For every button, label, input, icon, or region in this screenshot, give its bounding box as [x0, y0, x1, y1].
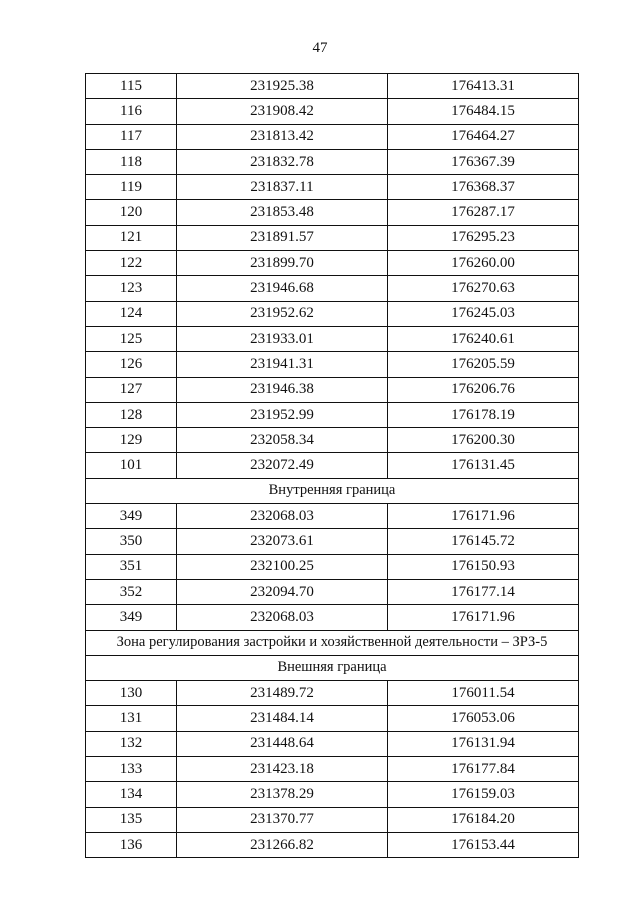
point-number-cell: 121 [86, 225, 177, 250]
table-row [86, 251, 579, 276]
point-number-cell: 132 [86, 731, 177, 756]
section-heading-row [86, 478, 579, 503]
y-coordinate-cell: 176184.20 [388, 807, 579, 832]
section-heading-row [86, 630, 579, 655]
y-coordinate-cell: 176464.27 [388, 124, 579, 149]
table-row [86, 504, 579, 529]
point-number-cell: 125 [86, 326, 177, 351]
y-coordinate-cell: 176011.54 [388, 681, 579, 706]
y-coordinate-cell: 176131.94 [388, 731, 579, 756]
y-coordinate-cell: 176053.06 [388, 706, 579, 731]
page-number: 47 [312, 40, 328, 56]
point-number-cell: 352 [86, 579, 177, 604]
x-coordinate-cell: 231489.72 [177, 681, 388, 706]
point-number-cell: 118 [86, 149, 177, 174]
table-row [86, 326, 579, 351]
y-coordinate-cell: 176484.15 [388, 99, 579, 124]
point-number-cell: 131 [86, 706, 177, 731]
point-number-cell: 351 [86, 554, 177, 579]
x-coordinate-cell: 231952.99 [177, 402, 388, 427]
x-coordinate-cell: 231370.77 [177, 807, 388, 832]
x-coordinate-cell: 231952.62 [177, 301, 388, 326]
point-number-cell: 123 [86, 276, 177, 301]
table-row [86, 807, 579, 832]
y-coordinate-cell: 176131.45 [388, 453, 579, 478]
table-row [86, 276, 579, 301]
coordinates-table-body [86, 74, 579, 858]
x-coordinate-cell: 231891.57 [177, 225, 388, 250]
table-row [86, 706, 579, 731]
section-heading: Внешняя граница [86, 655, 579, 680]
table-row [86, 605, 579, 630]
x-coordinate-cell: 231941.31 [177, 352, 388, 377]
x-coordinate-cell: 232100.25 [177, 554, 388, 579]
y-coordinate-cell: 176287.17 [388, 200, 579, 225]
y-coordinate-cell: 176145.72 [388, 529, 579, 554]
table-row [86, 402, 579, 427]
y-coordinate-cell: 176367.39 [388, 149, 579, 174]
x-coordinate-cell: 232094.70 [177, 579, 388, 604]
x-coordinate-cell: 231946.68 [177, 276, 388, 301]
x-coordinate-cell: 231448.64 [177, 731, 388, 756]
y-coordinate-cell: 176270.63 [388, 276, 579, 301]
point-number-cell: 119 [86, 175, 177, 200]
y-coordinate-cell: 176368.37 [388, 175, 579, 200]
table-row [86, 731, 579, 756]
y-coordinate-cell: 176177.14 [388, 579, 579, 604]
table-row [86, 99, 579, 124]
y-coordinate-cell: 176206.76 [388, 377, 579, 402]
point-number-cell: 133 [86, 757, 177, 782]
x-coordinate-cell: 231933.01 [177, 326, 388, 351]
x-coordinate-cell: 231484.14 [177, 706, 388, 731]
table-row [86, 377, 579, 402]
table-row [86, 681, 579, 706]
y-coordinate-cell: 176413.31 [388, 74, 579, 99]
point-number-cell: 130 [86, 681, 177, 706]
point-number-cell: 126 [86, 352, 177, 377]
point-number-cell: 136 [86, 832, 177, 857]
y-coordinate-cell: 176153.44 [388, 832, 579, 857]
point-number-cell: 135 [86, 807, 177, 832]
x-coordinate-cell: 232072.49 [177, 453, 388, 478]
x-coordinate-cell: 232068.03 [177, 605, 388, 630]
point-number-cell: 349 [86, 605, 177, 630]
point-number-cell: 129 [86, 428, 177, 453]
point-number-cell: 120 [86, 200, 177, 225]
point-number-cell: 117 [86, 124, 177, 149]
section-heading: Зона регулирования застройки и хозяйственной деятельности – ЗРЗ-5 [86, 630, 579, 655]
x-coordinate-cell: 231837.11 [177, 175, 388, 200]
y-coordinate-cell: 176171.96 [388, 605, 579, 630]
x-coordinate-cell: 231946.38 [177, 377, 388, 402]
table-row [86, 200, 579, 225]
y-coordinate-cell: 176200.30 [388, 428, 579, 453]
x-coordinate-cell: 232058.34 [177, 428, 388, 453]
section-heading: Внутренняя граница [86, 478, 579, 503]
table-row [86, 428, 579, 453]
x-coordinate-cell: 231908.42 [177, 99, 388, 124]
x-coordinate-cell: 231813.42 [177, 124, 388, 149]
x-coordinate-cell: 231853.48 [177, 200, 388, 225]
point-number-cell: 115 [86, 74, 177, 99]
table-row [86, 579, 579, 604]
table-row [86, 74, 579, 99]
y-coordinate-cell: 176171.96 [388, 504, 579, 529]
x-coordinate-cell: 231423.18 [177, 757, 388, 782]
table-row [86, 301, 579, 326]
point-number-cell: 349 [86, 504, 177, 529]
y-coordinate-cell: 176205.59 [388, 352, 579, 377]
y-coordinate-cell: 176295.23 [388, 225, 579, 250]
y-coordinate-cell: 176178.19 [388, 402, 579, 427]
table-row [86, 554, 579, 579]
point-number-cell: 124 [86, 301, 177, 326]
x-coordinate-cell: 231899.70 [177, 251, 388, 276]
table-row [86, 225, 579, 250]
point-number-cell: 134 [86, 782, 177, 807]
y-coordinate-cell: 176159.03 [388, 782, 579, 807]
x-coordinate-cell: 231832.78 [177, 149, 388, 174]
point-number-cell: 101 [86, 453, 177, 478]
y-coordinate-cell: 176177.84 [388, 757, 579, 782]
x-coordinate-cell: 231266.82 [177, 832, 388, 857]
point-number-cell: 350 [86, 529, 177, 554]
y-coordinate-cell: 176260.00 [388, 251, 579, 276]
table-row [86, 149, 579, 174]
table-row [86, 352, 579, 377]
x-coordinate-cell: 231378.29 [177, 782, 388, 807]
point-number-cell: 128 [86, 402, 177, 427]
table-row [86, 175, 579, 200]
x-coordinate-cell: 232068.03 [177, 504, 388, 529]
point-number-cell: 127 [86, 377, 177, 402]
table-row [86, 453, 579, 478]
section-heading-row [86, 655, 579, 680]
table-row [86, 124, 579, 149]
point-number-cell: 116 [86, 99, 177, 124]
y-coordinate-cell: 176240.61 [388, 326, 579, 351]
table-row [86, 757, 579, 782]
table-row [86, 832, 579, 857]
table-row [86, 529, 579, 554]
point-number-cell: 122 [86, 251, 177, 276]
x-coordinate-cell: 231925.38 [177, 74, 388, 99]
x-coordinate-cell: 232073.61 [177, 529, 388, 554]
y-coordinate-cell: 176150.93 [388, 554, 579, 579]
y-coordinate-cell: 176245.03 [388, 301, 579, 326]
coordinates-table [85, 73, 579, 858]
table-row [86, 782, 579, 807]
